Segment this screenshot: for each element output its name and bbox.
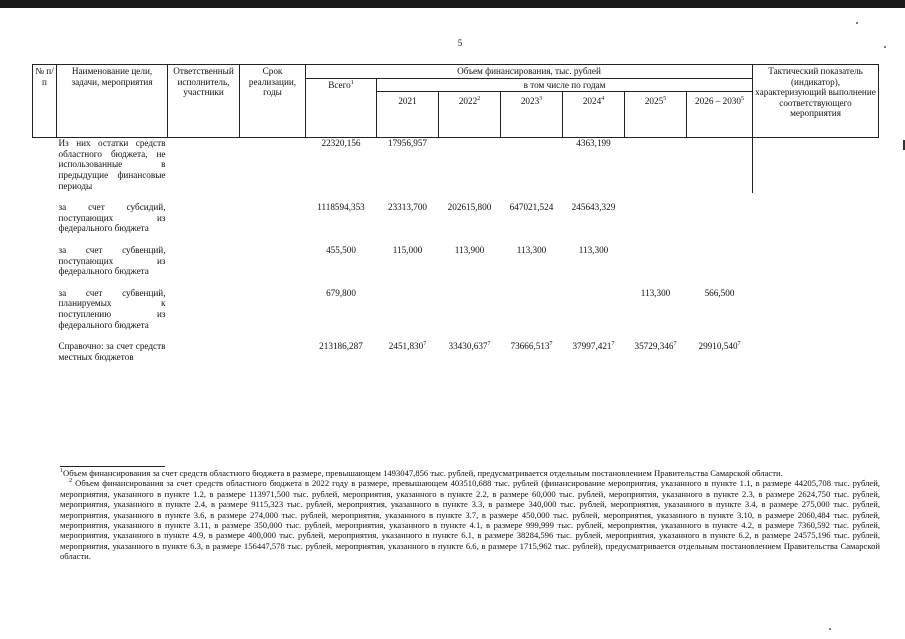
row-2024: 113,300 [578,244,609,255]
row-2024: 37997,421$^7$ [572,341,615,352]
row-2023: 647021,524 [509,202,554,213]
row-2023 [501,138,563,193]
row-2022 [439,138,501,193]
header-year: 2023$^3$ [501,92,563,138]
header-funding: Объем финансирования, тыс. рублей [306,65,753,79]
header-term: Срок реализации, годы [240,65,306,138]
table-row [33,339,879,364]
row-2024: 245643,329 [571,202,616,213]
scan-speck [884,46,886,48]
row-2026-2030 [687,243,753,279]
table-row [33,200,879,236]
row-2021: 2451,830$^7$ [388,341,427,352]
header-year: 2025$^5$ [625,92,687,138]
row-name: за счет субвенций, поступающих из федерального бюджета [58,244,166,277]
row-2025: 35729,346$^7$ [634,341,677,352]
header-number: № п/п [33,65,57,138]
header-year: 2021 [377,92,439,138]
row-2021 [377,286,439,332]
row-name: Справочно: за счет средств местных бюджетов [58,341,166,362]
row-2026-2030 [687,138,753,193]
row-2022 [439,286,501,332]
row-2021: 17956,957 [387,138,428,149]
footnote-separator [60,466,165,467]
table-row [33,286,879,332]
table-row [33,243,879,279]
table-row [33,138,879,193]
row-2023: 113,300 [516,244,547,255]
row-name: Из них остатки средств областного бюджета, не использованные в предыдущие финансовые периоды [58,138,166,191]
row-total: 22320,156 [321,138,361,149]
row-2023 [501,286,563,332]
row-2023: 73666,513$^7$ [510,341,553,352]
row-2025 [625,200,687,236]
row-name: за счет субвенций, планируемых к поступлению из федерального бюджета [58,287,166,330]
row-2022: 113,900 [454,244,485,255]
top-border [0,0,905,8]
row-2026-2030 [687,200,753,236]
header-name: Наименование цели, задачи, мероприятия [57,65,168,138]
row-2024 [563,286,625,332]
footnote-1: $^1$Объем финансирования за счет средств областного бюджета в размере, превышающем 1493047,856 тыс. рублей, предусматривается отдельным постановлением Правительства Самарской области. [60,468,783,478]
row-total: 1118594,353 [317,202,365,213]
header-year: 2022$^2$ [439,92,501,138]
header-year: 2024$^4$ [563,92,625,138]
header-total: Всего$^1$ [306,78,377,138]
scan-speck [856,22,858,24]
header-responsible: Ответственный исполнитель, участники [168,65,240,138]
row-total: 455,500 [326,244,356,255]
header-year: 2026 – 2030$^5$ [687,92,753,138]
row-2025: 113,300 [640,287,671,298]
row-2025 [625,138,687,193]
row-2021: 23313,700 [387,202,428,213]
footnotes [60,468,880,562]
row-2021: 115,000 [392,244,423,255]
row-2022: 202615,800 [447,202,492,213]
funding-table [32,64,879,364]
row-2026-2030: 29910,540$^7$ [698,341,741,352]
scan-speck [829,628,831,630]
row-2024: 4363,199 [576,138,611,149]
row-total: 679,800 [326,287,356,298]
row-total: 213186,287 [319,341,363,352]
row-2026-2030: 566,500 [704,287,735,298]
row-name: за счет субсидий, поступающих из федерального бюджета [58,202,166,234]
header-including: в том числе по годам [377,78,753,92]
footnote-2: $^2$ Объем финансирования за счет средств областного бюджета в 2022 году в размере, превышающем 403510,688 тыс. рублей (финансирование мероприятия, указанного в пункте 1.1, в размере 44205,708 тыс. рублей, мероприятия, указанного в пункте 1.2, в размере 113971,500 тыс. рублей, мероприятия, указанного в пункте 2.2, в размере 60,000 тыс. рублей, мероприятия, указанного в пункте 2.3, в размере 2624,750 тыс. рублей, мероприятия, указанного в пункте 2.4, в размере 9115,323 тыс. рублей, мероприятия, указанного в пункте 3.3, в размере 340,000 тыс. рублей, мероприятия, указанного в пункте 3.4, в размере 275,000 тыс. рублей, мероприятия, указанного в пункте 3.6, в размере 274,000 тыс. рублей, мероприятия, указанного в пункте 3.7, в размере 450,000 тыс. рублей, мероприятия, указанного в пункте 3.10, в размере 2060,484 тыс. рублей, мероприятия, указанного в пункте 3.11, в размере 350,000 тыс. рублей, мероприятия, указанного в пункте 4.1, в размере 999,999 тыс. рублей, мероприятия, указанного в пункте 4.2, в размере 7360,592 тыс. рублей, мероприятия, указанного в пункте 4.9, в размере 400,000 тыс. рублей, мероприятия, указанного в пункте 6.1, в размере 38284,596 тыс. рублей, мероприятия, указанного в пункте 6.2, в размере 24575,196 тыс. рублей, мероприятия, указанного в пункте 6.3, в размере 156447,578 тыс. рублей, мероприятия, указанного в пункте 6.6, в размере 1715,962 тыс. рублей), предусматривается отдельным постановлением Правительства Самарской области. [60,478,880,562]
header-indicator: Тактический показатель (индикатор), характеризующий выполнение соответствующего мероприятия [753,65,879,138]
row-2025 [625,243,687,279]
page-number: 5 [457,38,463,48]
row-2022: 33430,637$^7$ [448,341,491,352]
